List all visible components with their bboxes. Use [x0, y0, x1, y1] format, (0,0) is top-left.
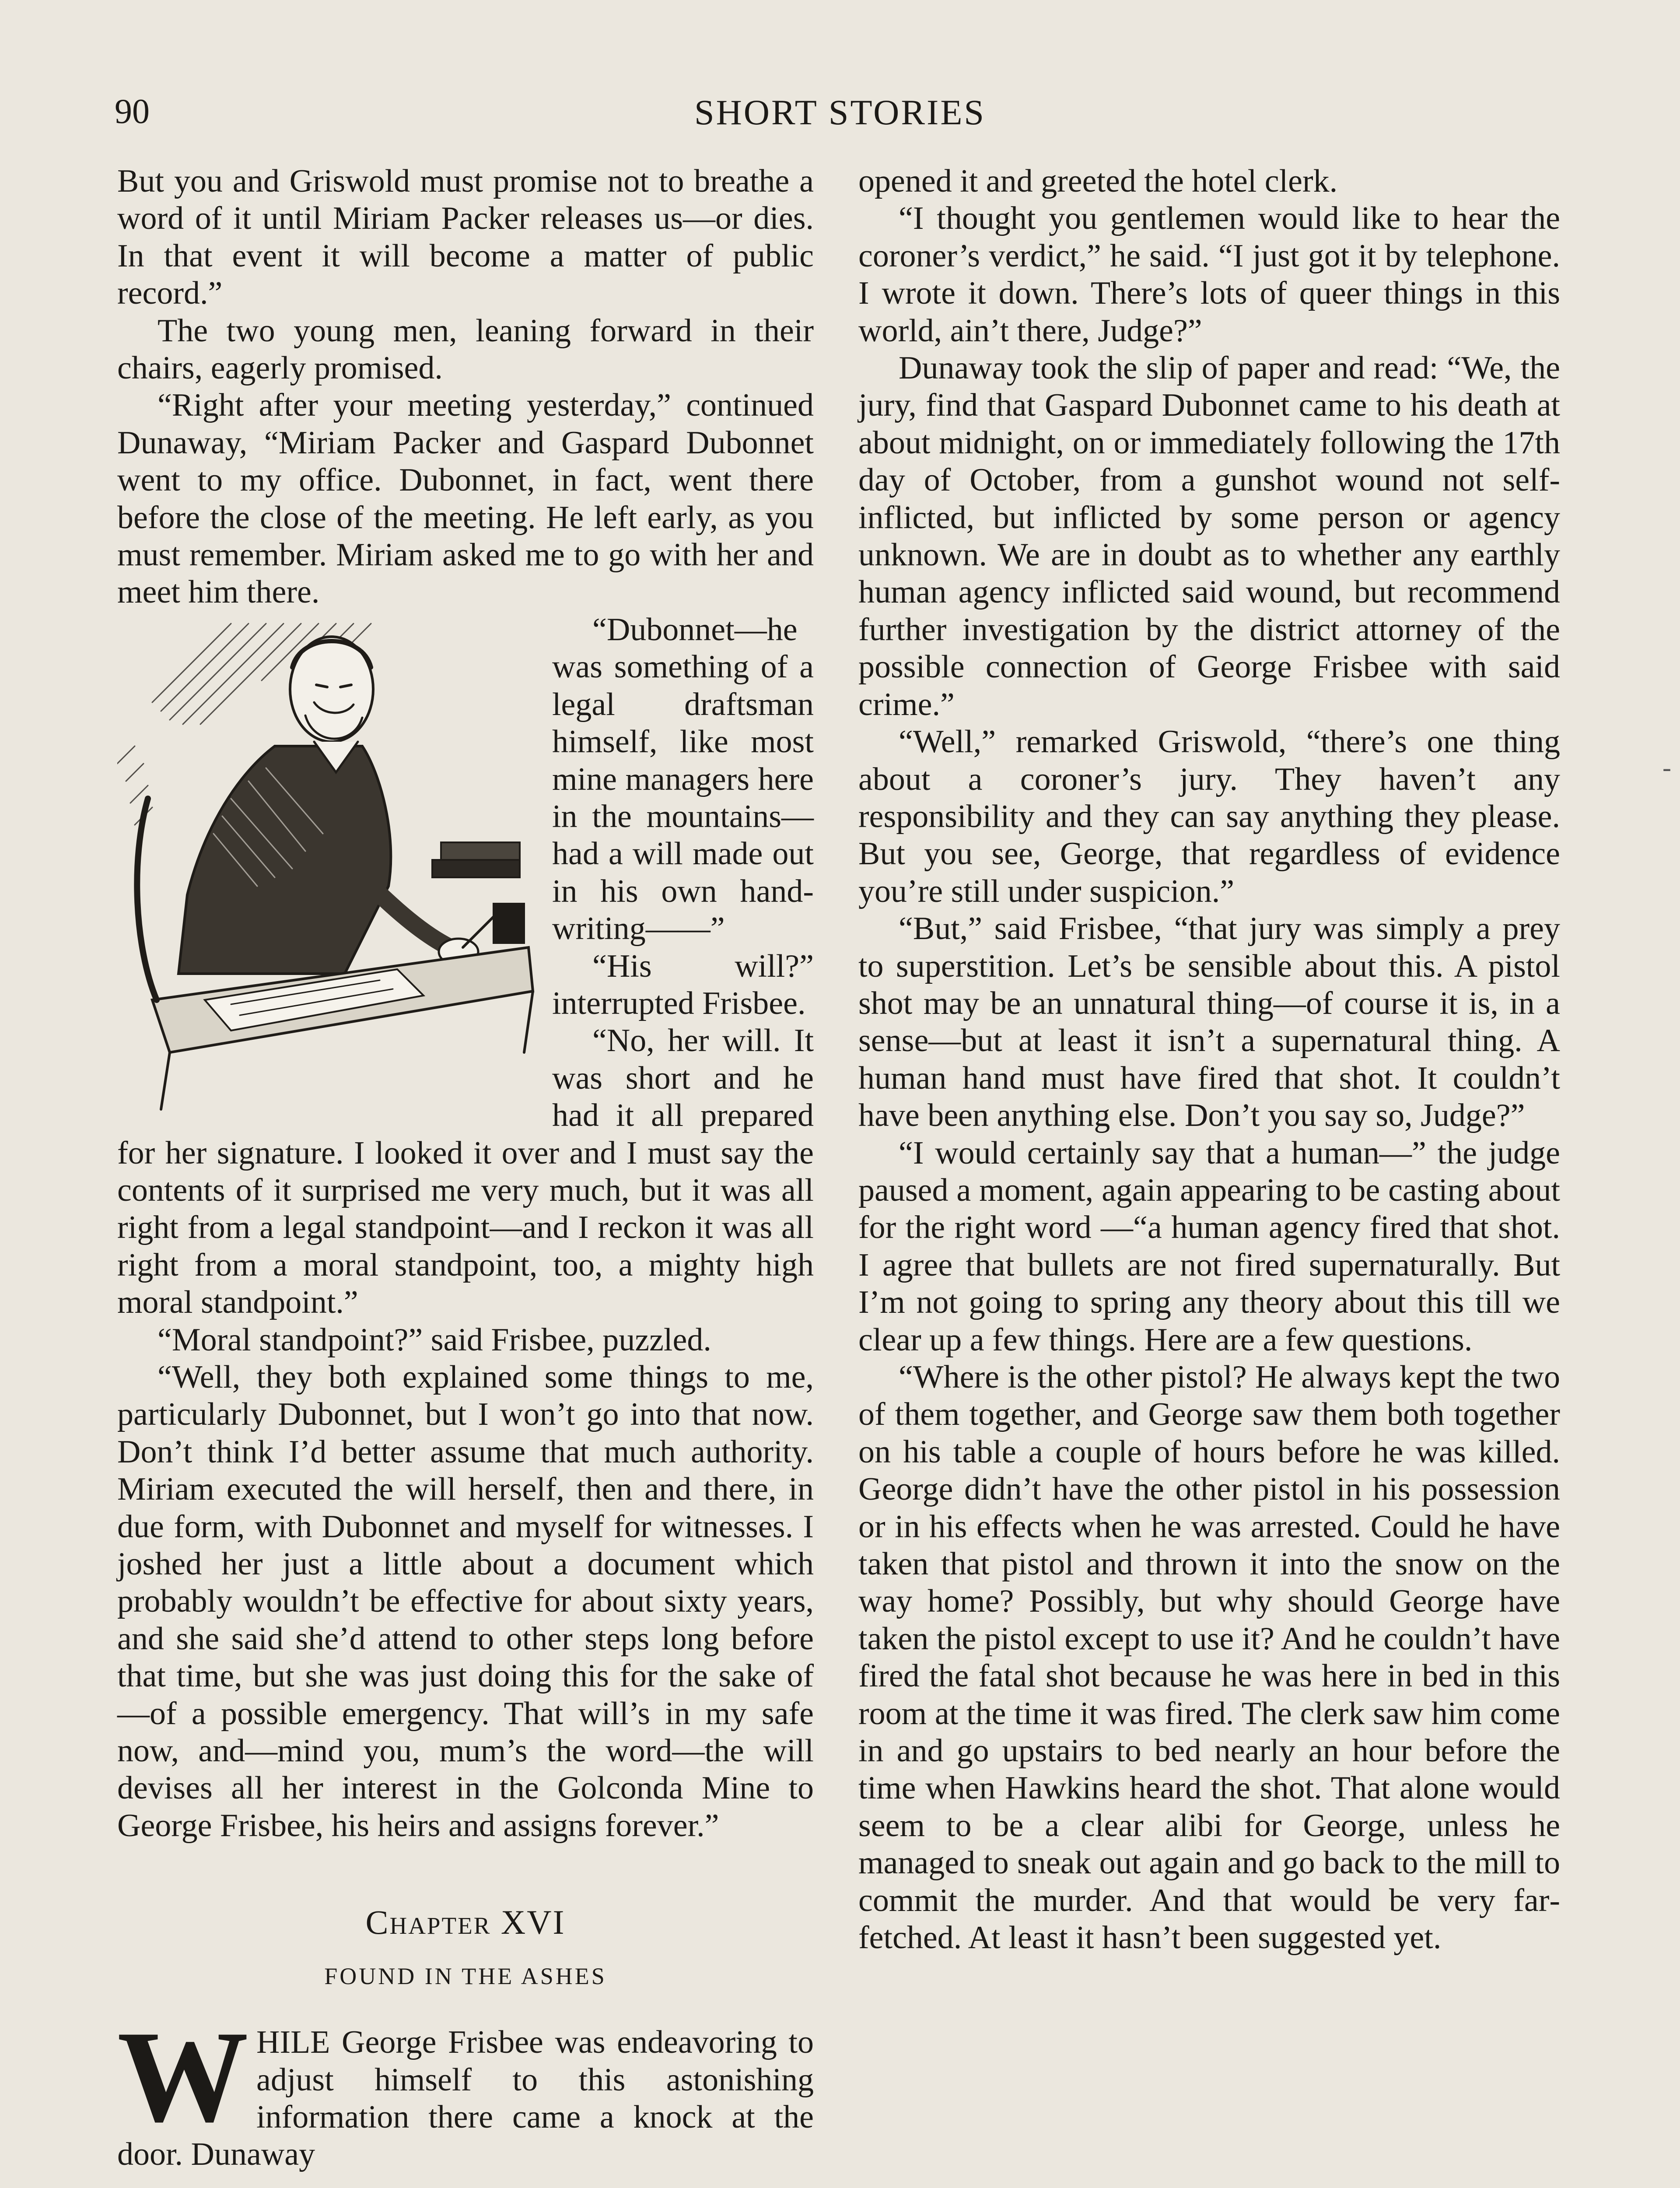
opening-text: HILE George Frisbee was endeavoring to adjust himself to this astonishing information there came a knock at the door. Dunaway: [117, 2024, 814, 2173]
running-title: SHORT STORIES: [694, 92, 986, 132]
margin-mark: -: [1662, 753, 1671, 782]
chapter-heading: [117, 1904, 814, 1941]
paragraph: “Dubonnet—he was something of a legal draftsman himself, like most mine managers here in the mountains—had a will made out in his own handwriting——”: [552, 611, 814, 947]
paragraph: “I would certainly say that a human—” the judge paused a moment, again appearing to be casting about for the right word —“a human agency fired that shot. I agree that bullets are not fired supernaturally. But I’m not going to spring any theory about this till we clear up a few things. Here are a few questions.: [858, 1135, 1560, 1358]
right-column: [858, 163, 1560, 1957]
paragraph: “Well, they both explained some things to me, particularly Dubonnet, but I won’t go into that now. Don’t think I’d better assume that much authority. Miriam executed the will herself, then and there, in due form, with Dubonnet and myself for witnesses. I joshed her just a little about a document which probably wouldn’t be effective for about sixty years, and she said she’d attend to other steps long before that time, but she was just doing this for the sake of—of a possible emergency. That will’s in my safe now, and—mind you, mum’s the word—the will devises all her interest in the Golconda Mine to George Frisbee, his heirs and assigns forever.”: [117, 1359, 814, 1844]
paragraph: “Where is the other pistol? He always kept the two of them together, and George saw them both together on his table a couple of hours before he was killed. George didn’t have the other pistol in his possession or in his effects when he was arrested. Could he have taken that pistol and thrown it into the snow on the way home? Possibly, but why should George have taken the pistol except to use it? And he couldn’t have fired the fatal shot because he was here in bed in this room at the time it was fired. The clerk saw him come in and go upstairs to bed nearly an hour before the time when Hawkins heard the shot. That alone would seem to be a clear alibi for George, unless he managed to sneak out again and go back to the mill to commit the murder. And that would be very farfetched. At least it hasn’t been suggested yet.: [858, 1359, 1560, 1956]
paragraph: “Well,” remarked Griswold, “there’s one thing about a coroner’s jury. They haven’t any responsibility and they can say anything they please. But you see, George, that regardless of evidence you’re still under suspicion.”: [858, 724, 1560, 909]
paragraph: But you and Griswold must promise not to breathe a word of it until Miriam Packer releases us—or dies. In that event it will become a matter of public record.”: [117, 163, 814, 312]
paragraph: Dunaway took the slip of paper and read: “We, the jury, find that Gaspard Dubonnet came to his death at about midnight, on or immediately following the 17th day of October, from a gunshot wound not self-inflicted, but inflicted by some person or agency unknown. We are in doubt as to whether any earthly human agency inflicted said wound, but recommend further investigation by the district attorney of the possible connection of George Frisbee with said crime.”: [858, 350, 1560, 722]
chapter-opening-paragraph: [117, 2004, 814, 2174]
left-column: [117, 163, 814, 2174]
chapter-subtitle: FOUND IN THE ASHES: [324, 1963, 607, 1989]
paragraph: “Right after your meeting yesterday,” continued Dunaway, “Miriam Packer and Gaspard Dubonnet went to my office. Dubonnet, in fact, went there before the close of the meeting. He left early, as you must remember. Miriam asked me to go with her and meet him there.: [117, 387, 814, 610]
page-number: 90: [115, 92, 150, 131]
paragraph: “Moral standpoint?” said Frisbee, puzzled.: [158, 1322, 711, 1358]
paragraph: “I thought you gentlemen would like to hear the coroner’s verdict,” he said. “I just got it by telephone. I wrote it down. There’s lots of queer things in this world, ain’t there, Judge?”: [858, 200, 1560, 349]
illustration-man-writing-will: [117, 615, 537, 1112]
paragraph: “But,” said Frisbee, “that jury was simply a prey to superstition. Let’s be sensible about this. A pistol shot may be an unnatural thing—of course it is, in a sense—but at least it isn’t a supernatural thing. A human hand must have fired that shot. It couldn’t have been anything else. Don’t you say so, Judge?”: [858, 911, 1560, 1134]
drop-cap: W: [117, 2004, 248, 2149]
paragraph: “His will?” interrupted Frisbee.: [552, 948, 814, 1021]
chapter-title: Chapter XVI: [365, 1903, 566, 1942]
paragraph: “No, her will. It was short and he had it all prepared for her signature. I looked it over and I must say the contents of it surprised me very much, but it was all right from a legal standpoint—and I reckon it was all right from a moral standpoint, too, a mighty high moral standpoint.”: [117, 1023, 814, 1321]
paragraph: The two young men, leaning forward in their chairs, eagerly promised.: [117, 312, 814, 386]
paragraph: opened it and greeted the hotel clerk.: [858, 163, 1338, 199]
